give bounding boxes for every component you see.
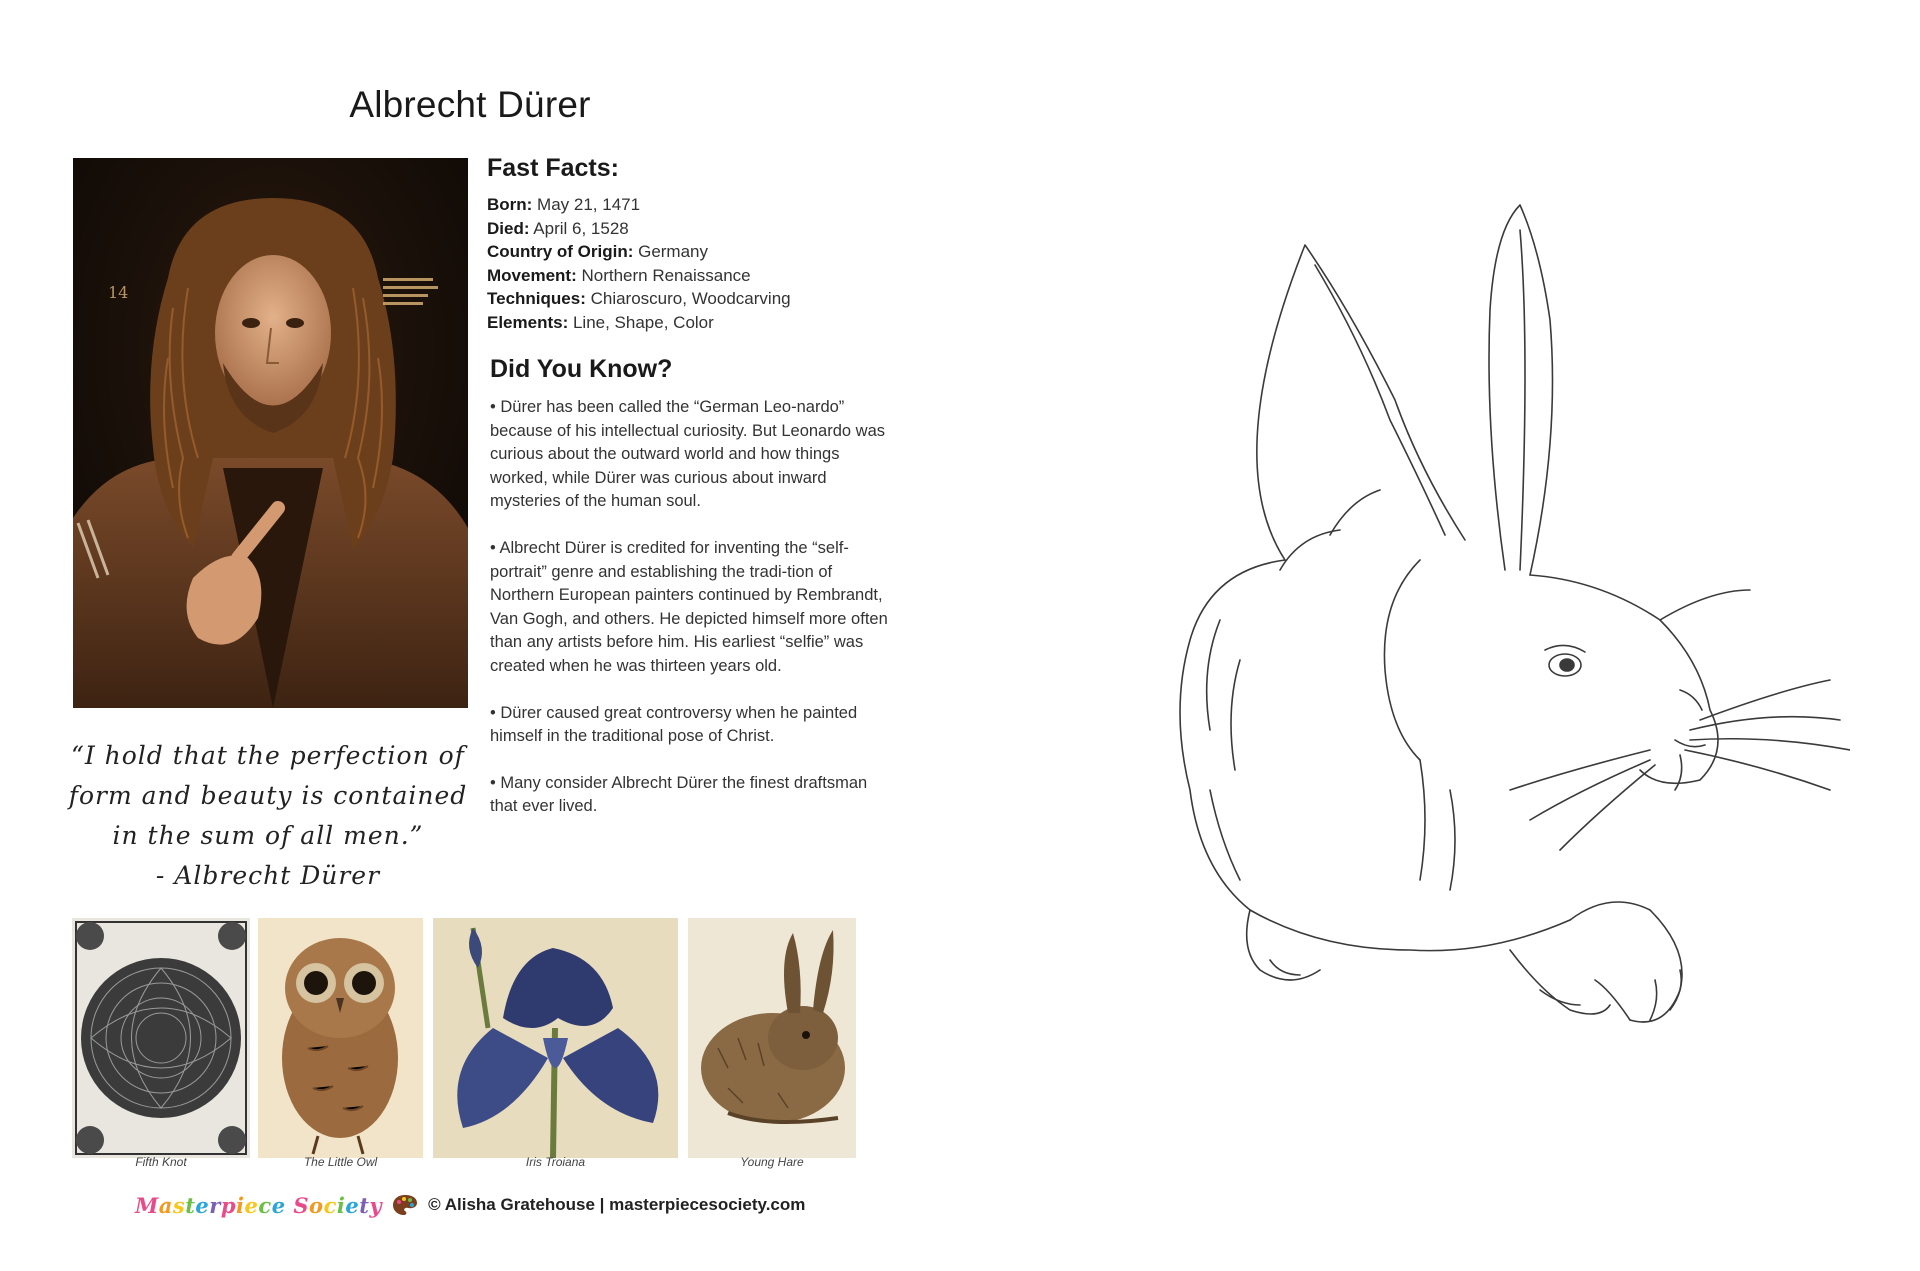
artwork-young-hare-image xyxy=(688,918,856,1158)
quote-line: in the sum of all men.” xyxy=(112,821,424,850)
footer xyxy=(135,1190,805,1220)
fact-label: Techniques: xyxy=(487,289,586,308)
brand-letter: y xyxy=(369,1192,383,1218)
brand-letter: e xyxy=(195,1192,210,1218)
artwork-fifth-knot-image xyxy=(72,918,250,1158)
did-you-know-heading: Did You Know? xyxy=(490,355,673,383)
fact-label: Born: xyxy=(487,195,533,214)
hare-coloring-drawing xyxy=(1090,190,1850,1070)
brand-letter: p xyxy=(220,1192,237,1218)
did-you-know-item: • Dürer caused great controversy when he painted himself in the traditional pose of Christ. xyxy=(490,703,858,746)
fact-movement xyxy=(487,264,907,288)
fact-value: Germany xyxy=(633,242,709,261)
brand-letter: t xyxy=(359,1192,370,1218)
fact-value: Line, Shape, Color xyxy=(568,312,714,332)
self-portrait-image xyxy=(73,158,468,708)
brand-letter: i xyxy=(336,1192,346,1218)
fact-label: Elements: xyxy=(487,312,569,332)
did-you-know-item: • Many consider Albrecht Dürer the finest draftsman that ever lived. xyxy=(490,773,868,816)
brand-letter: r xyxy=(209,1192,221,1218)
fact-elements xyxy=(487,311,907,335)
brand-letter: e xyxy=(345,1192,360,1218)
brand-letter: M xyxy=(135,1192,159,1218)
brand-letter: s xyxy=(172,1192,186,1218)
fact-value: Northern Renaissance xyxy=(576,265,751,285)
quote-line: form and beauty is contained xyxy=(68,781,468,810)
fact-country xyxy=(487,240,907,264)
did-you-know-section xyxy=(490,355,890,842)
quote-attribution: - Albrecht Dürer xyxy=(155,861,381,890)
fact-value: Chiaroscuro, Woodcarving xyxy=(585,289,791,308)
fast-facts-heading: Fast Facts: xyxy=(487,154,619,182)
svg-text:14: 14 xyxy=(108,283,129,302)
brand-logo xyxy=(135,1193,382,1218)
brand-letter: a xyxy=(158,1192,173,1218)
brand-letter: c xyxy=(258,1192,272,1218)
fact-born xyxy=(487,193,907,217)
did-you-know-item: • Dürer has been called the “German Leo-nardo” because of his intellectual curiosity. But Leonardo was curious about the outward world and how things worked, while Dürer was curious about inward mysteries of the human soul. xyxy=(490,398,886,511)
copyright-text: © Alisha Gratehouse | masterpiecesociety.com xyxy=(428,1195,806,1214)
brand-letter: c xyxy=(323,1192,337,1218)
quote-line: “I hold that the perfection of xyxy=(71,741,465,770)
fact-label: Country of Origin: xyxy=(487,242,634,261)
artist-quote xyxy=(58,736,478,896)
did-you-know-item: • Albrecht Dürer is credited for inventing the “self-portrait” genre and establishing the tradi-tion of Northern European painters continued by Rembrandt, Van Gogh, and others. He depicted himself more often than any artists before him. His earliest “selfie” was created when he was thirteen years old. xyxy=(490,538,888,675)
artwork-caption: Iris Troiana xyxy=(525,1155,586,1169)
brand-letter: e xyxy=(271,1192,286,1218)
fact-died xyxy=(487,217,907,241)
palette-icon xyxy=(392,1194,418,1216)
brand-letter: S xyxy=(293,1192,310,1218)
artwork-caption: Fifth Knot xyxy=(135,1155,187,1169)
fact-techniques xyxy=(487,287,907,311)
artwork-iris-troiana-image xyxy=(433,918,678,1158)
brand-letter: t xyxy=(185,1192,196,1218)
fact-value: May 21, 1471 xyxy=(532,195,641,214)
fact-label: Died: xyxy=(487,218,530,238)
fact-label: Movement: xyxy=(487,265,577,285)
brand-letter: e xyxy=(244,1192,259,1218)
brand-letter: i xyxy=(236,1192,245,1218)
artwork-caption: Young Hare xyxy=(740,1155,804,1169)
artwork-caption: The Little Owl xyxy=(303,1155,378,1169)
fast-facts-section xyxy=(487,154,907,334)
artwork-little-owl-image xyxy=(258,918,423,1158)
brand-letter: o xyxy=(309,1192,324,1218)
page-title: Albrecht Dürer xyxy=(349,84,591,125)
fact-value: April 6, 1528 xyxy=(529,218,629,238)
